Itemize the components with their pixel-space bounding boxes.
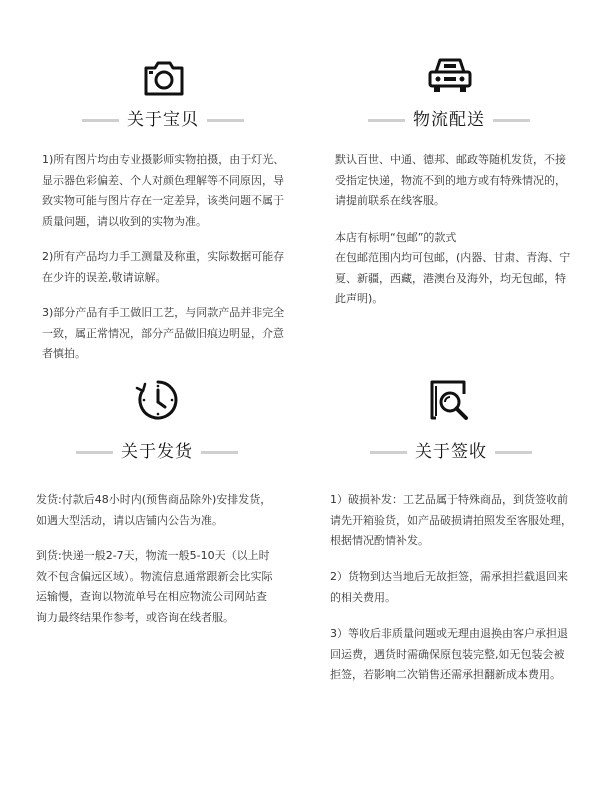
paragraph: 3)部分产品有手工做旧工艺，与同款产品并非完全一致，属正常情况，部分产品做旧痕边明显，介意者慎拍。 bbox=[42, 306, 285, 360]
camera-icon bbox=[140, 54, 188, 102]
heading-row bbox=[370, 440, 532, 464]
paragraph: 本店有标明“包邮”的款式 bbox=[335, 231, 457, 244]
section-title: 关于签收 bbox=[370, 440, 532, 464]
truck-icon bbox=[426, 50, 474, 98]
paragraph: 2）货物到达当地后无故拒签，需承担拦截退回来的相关费用。 bbox=[330, 570, 568, 604]
paragraph: 到货:快递一般2-7天，物流一般5-10天（以上时效不包含偏远区域）。物流信息通常跟新会比实际运输慢，查询以物流单号在相应物流公司网站查询力最终结果作参考，或咨询在线者服。 bbox=[36, 549, 273, 624]
heading-row bbox=[368, 108, 530, 132]
section-title: 关于发货 bbox=[76, 440, 238, 464]
heading-row bbox=[82, 108, 244, 132]
paragraph: 发货:付款后48小时内(预售商品除外)安排发货，如遇大型活动，请以店铺内公告为准。 bbox=[36, 493, 272, 527]
inspect-icon bbox=[426, 376, 474, 424]
paragraph: 3）等收后非质量问题或无理由退换由客户承担退回运费，遇货时需确保原包装完整,如无包装会被拒签，若影响二次销售还需承担翻新成本费用。 bbox=[330, 627, 568, 681]
heading-row bbox=[76, 440, 238, 464]
paragraph: 默认百世、中通、德邦、邮政等随机发货，不接受指定快递，物流不到的地方或有特殊情况的，请提前联系在线客服。 bbox=[335, 153, 566, 207]
paragraph: 2)所有产品均力手工测量及称重，实际数据可能存在少许的误差,敬请谅解。 bbox=[42, 250, 285, 284]
paragraph: 1）破损补发：工艺品属于特殊商品，到货签收前请先开箱验货，如产品破损请拍照发至客服处理，根据情况酌情补发。 bbox=[330, 493, 572, 547]
section-title: 关于宝贝 bbox=[82, 108, 244, 132]
clock-icon bbox=[134, 376, 182, 424]
section-title: 物流配送 bbox=[368, 108, 530, 132]
paragraph: 在包邮范围内均可包邮，(内器、甘肃、青海、宁夏、新疆，西藏，港澳台及海外，均无包邮，特此声明)。 bbox=[335, 251, 571, 305]
paragraph: 1)所有图片均由专业摄影师实物拍摄，由于灯光、显示器色彩偏差、个人对颜色理解等不同原因，导致实物可能与图片存在一定差异，该类问题不属于质量问题，请以收到的实物为准。 bbox=[42, 153, 285, 228]
